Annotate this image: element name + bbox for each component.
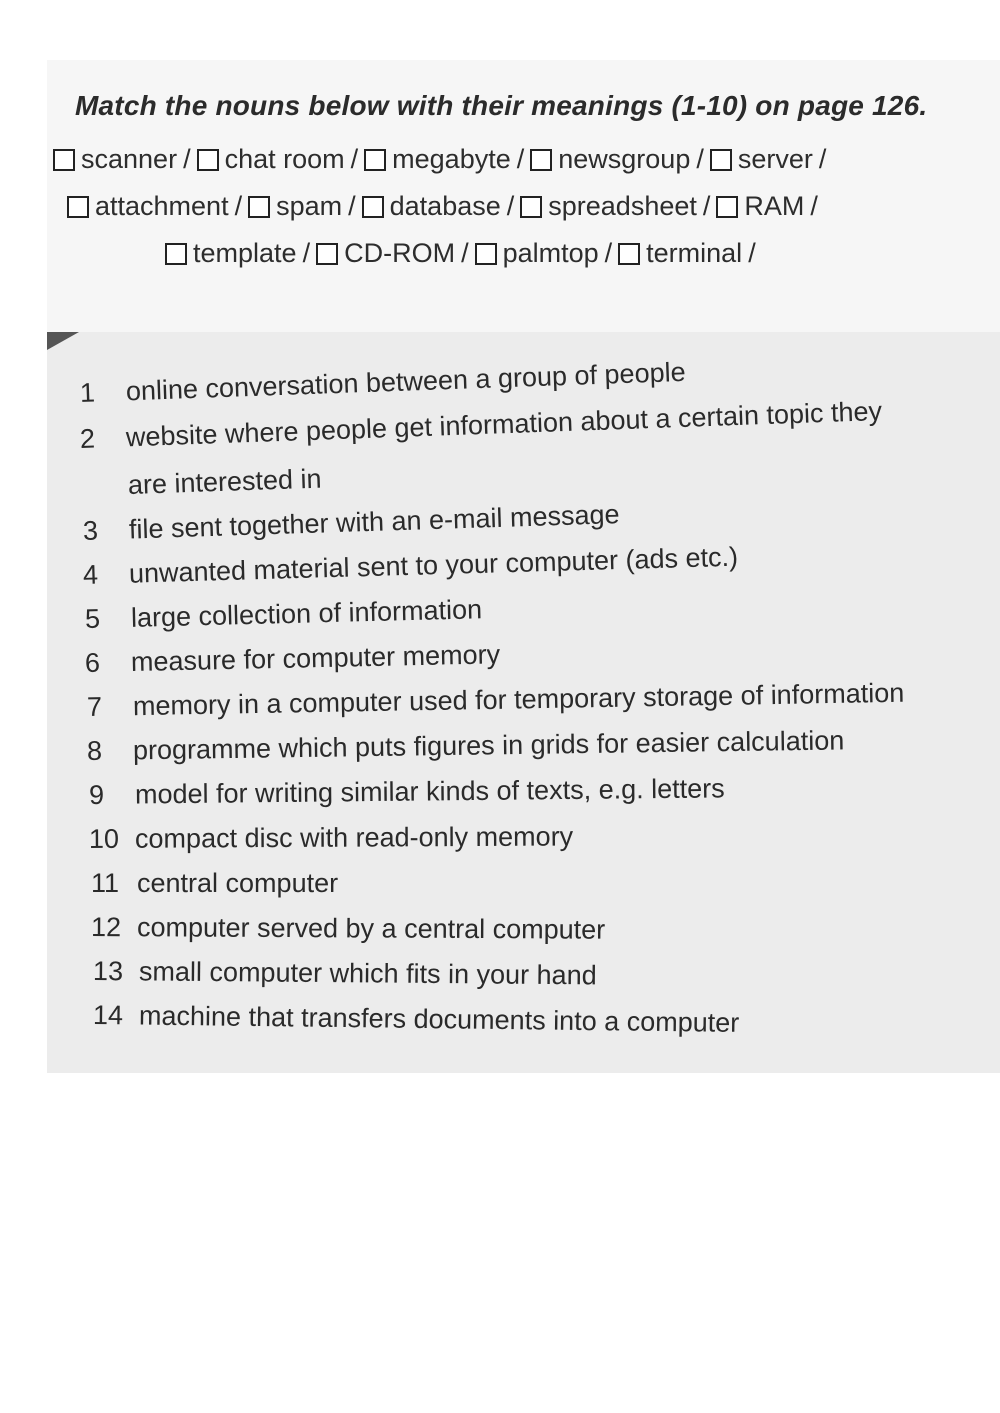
definition-row <box>83 499 620 547</box>
separator: / <box>702 191 711 221</box>
definitions-panel <box>47 332 1000 1073</box>
definition-number: 1 <box>79 377 96 408</box>
checkbox-icon[interactable] <box>530 149 552 171</box>
definition-text: compact disc with read-only memory <box>134 821 574 854</box>
instruction-heading: Match the nouns below with their meanings (1-10) on page 126. <box>75 90 928 121</box>
definition-text: file sent together with an e-mail message <box>128 499 620 545</box>
separator: / <box>234 191 243 221</box>
definition-row <box>91 912 605 946</box>
definition-number: 4 <box>82 559 99 590</box>
definition-row <box>83 542 739 591</box>
checkbox-icon[interactable] <box>316 243 338 265</box>
word-label: scanner <box>81 144 178 174</box>
word-label: newsgroup <box>558 144 691 174</box>
word-label: terminal <box>646 238 743 268</box>
definition-text: unwanted material sent to your computer (ads etc.) <box>128 541 739 589</box>
definition-number: 14 <box>92 1000 124 1031</box>
word-bank-item <box>530 144 710 175</box>
separator: / <box>516 144 525 174</box>
word-bank-item <box>364 144 530 175</box>
word-bank-item <box>716 191 824 222</box>
word-label: database <box>389 191 501 221</box>
worksheet <box>47 60 1000 1073</box>
definition-number: 7 <box>86 691 103 722</box>
definition-text: online conversation between a group of people <box>125 356 687 407</box>
checkbox-icon[interactable] <box>520 196 542 218</box>
word-bank-item <box>362 191 521 222</box>
definition-text: computer served by a central computer <box>136 912 606 945</box>
definition-row <box>89 773 725 811</box>
definition-number: 3 <box>82 515 99 546</box>
corner-triangle-icon <box>47 332 79 350</box>
separator: / <box>696 144 704 174</box>
definition-number: 9 <box>88 779 105 810</box>
word-label: chat room <box>224 144 345 174</box>
definition-number: 12 <box>90 912 122 943</box>
checkbox-icon[interactable] <box>716 196 738 218</box>
word-label: attachment <box>95 191 229 221</box>
word-bank-item <box>520 191 716 222</box>
checkbox-icon[interactable] <box>197 149 219 171</box>
word-bank-item <box>67 191 248 222</box>
checkbox-icon[interactable] <box>53 149 75 171</box>
definition-text: memory in a computer used for temporary storage of information <box>132 677 905 722</box>
definition-continuation: are interested in <box>127 463 322 500</box>
definition-number: 2 <box>79 423 96 454</box>
word-label: template <box>193 238 297 268</box>
definition-row <box>89 821 573 855</box>
separator: / <box>748 238 756 268</box>
checkbox-icon[interactable] <box>364 149 386 171</box>
word-bank-item <box>197 144 365 175</box>
word-bank-item <box>248 191 362 222</box>
word-bank-item <box>53 144 197 175</box>
word-bank-item <box>475 238 619 269</box>
definition-text: programme which puts figures in grids for easier calculation <box>132 725 845 766</box>
definition-row <box>93 956 597 991</box>
checkbox-icon[interactable] <box>710 149 732 171</box>
checkbox-icon[interactable] <box>248 196 270 218</box>
word-bank-item <box>710 144 833 175</box>
word-bank-item <box>165 238 316 269</box>
word-bank-item <box>618 238 762 269</box>
checkbox-icon[interactable] <box>362 196 384 218</box>
separator: / <box>350 144 359 174</box>
definition-text: model for writing similar kinds of texts, e.g. letters <box>134 773 725 810</box>
definition-row <box>87 725 845 767</box>
word-bank-panel <box>47 60 1000 332</box>
definition-number: 11 <box>91 868 120 898</box>
definition-row <box>79 396 882 455</box>
definition-row <box>85 594 483 635</box>
definition-text: small computer which fits in your hand <box>138 956 597 991</box>
word-label: palmtop <box>502 238 599 268</box>
word-label: spam <box>276 191 343 221</box>
word-bank-line <box>53 144 832 175</box>
definition-number: 8 <box>86 735 103 766</box>
definition-row <box>79 357 686 409</box>
definition-row <box>91 868 338 899</box>
separator: / <box>302 238 311 268</box>
word-label: server <box>737 144 813 174</box>
word-label: megabyte <box>392 144 511 174</box>
definition-number: 13 <box>92 956 124 987</box>
definition-number: 5 <box>84 603 101 634</box>
definition-row <box>85 639 501 679</box>
separator: / <box>506 191 515 221</box>
separator: / <box>604 238 613 268</box>
definition-row <box>87 678 905 723</box>
separator: / <box>348 191 356 221</box>
checkbox-icon[interactable] <box>165 243 187 265</box>
separator: / <box>461 238 469 268</box>
word-bank-line <box>67 191 824 222</box>
definition-row <box>93 1000 740 1039</box>
definition-text: central computer <box>137 868 339 898</box>
separator: / <box>818 144 827 174</box>
word-label: CD-ROM <box>344 238 456 268</box>
word-label: spreadsheet <box>548 191 697 221</box>
definition-number: 10 <box>88 823 120 854</box>
checkbox-icon[interactable] <box>475 243 497 265</box>
word-bank-item <box>316 238 475 269</box>
definition-text: machine that transfers documents into a computer <box>138 1000 740 1038</box>
definition-text: large collection of information <box>130 594 483 633</box>
word-label: RAM <box>744 191 805 221</box>
separator: / <box>183 144 191 174</box>
definition-text: website where people get information about a certain topic they <box>125 396 883 453</box>
checkbox-icon[interactable] <box>618 243 640 265</box>
separator: / <box>810 191 818 221</box>
checkbox-icon[interactable] <box>67 196 89 218</box>
definition-text: measure for computer memory <box>130 639 501 678</box>
word-bank-line <box>165 238 762 269</box>
definition-number: 6 <box>84 647 101 678</box>
